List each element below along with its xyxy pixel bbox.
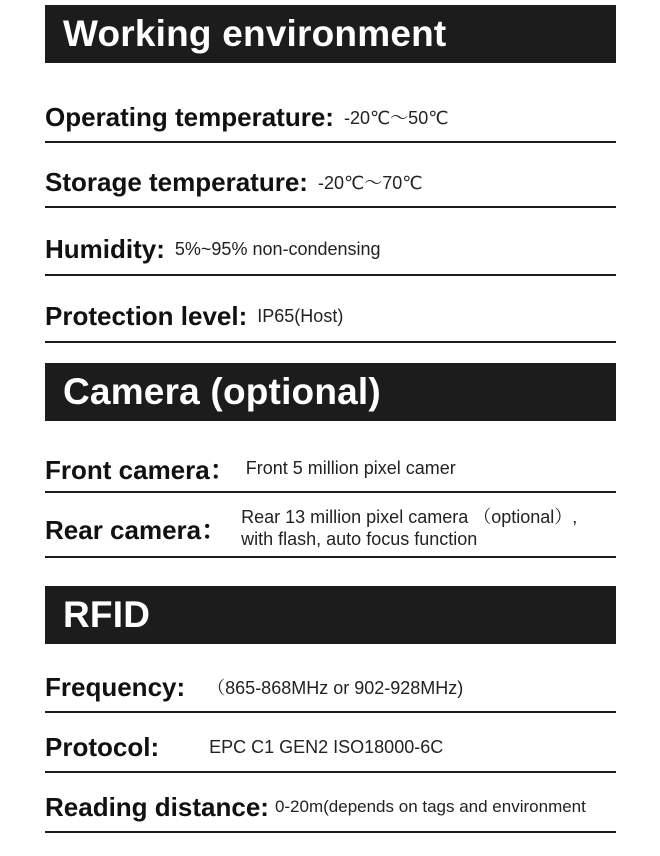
spec-value: Front 5 million pixel camer [245, 457, 456, 478]
spec-row-frequency [45, 663, 616, 713]
spec-label: Operating temperature: [45, 101, 334, 132]
spec-row-storage-temperature [45, 158, 616, 208]
spec-value: -20℃～50℃ [343, 108, 449, 128]
section-title-text: RFID [63, 594, 151, 635]
section-title-rfid [45, 586, 616, 644]
spec-row-front-camera [45, 445, 616, 493]
section-title-text: Camera (optional) [63, 371, 381, 412]
spec-label: Storage temperature: [45, 166, 308, 197]
spec-row-protection-level [45, 292, 616, 343]
spec-row-protocol [45, 723, 616, 773]
spec-label: Rear camera： [45, 514, 228, 545]
section-title-camera [45, 363, 616, 421]
spec-label: Frequency: [45, 671, 186, 702]
spec-row-rear-camera [45, 500, 616, 558]
spec-label: Protection level: [45, 301, 248, 331]
spec-value: IP65(Host) [257, 306, 344, 326]
spec-value: EPC C1 GEN2 ISO18000-6C [209, 736, 444, 757]
spec-value-line: with flash, auto focus function [241, 529, 478, 549]
spec-value-line: Rear 13 million pixel camera （optional）, [241, 507, 578, 527]
spec-label: Protocol: [45, 731, 160, 762]
spec-value: -20℃～70℃ [317, 173, 423, 193]
spec-row-humidity [45, 225, 616, 276]
spec-label: Reading distance: [45, 791, 269, 822]
spec-value: 0-20m(depends on tags and environment [274, 797, 586, 816]
section-title-text: Working environment [63, 13, 447, 54]
spec-label: Humidity: [45, 234, 165, 264]
spec-value [241, 506, 577, 550]
spec-value: 5%~95% non-condensing [174, 239, 381, 259]
section-title-working-environment [45, 5, 616, 63]
spec-row-operating-temperature [45, 93, 616, 143]
spec-row-reading-distance [45, 783, 616, 833]
spec-value: （865-868MHz or 902-928MHz) [207, 678, 464, 698]
spec-label: Front camera： [45, 454, 236, 485]
